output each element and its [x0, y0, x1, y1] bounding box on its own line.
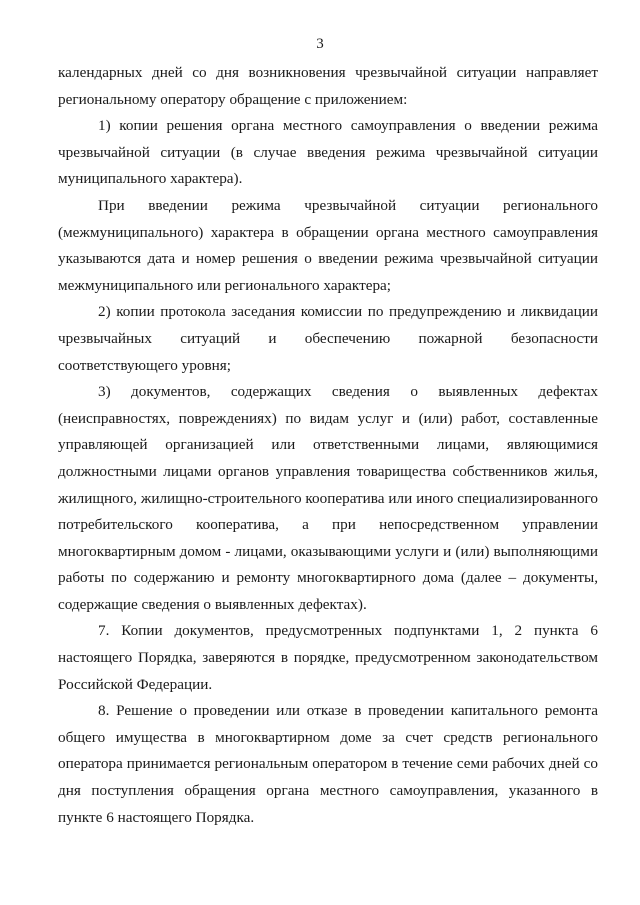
paragraph-item-2: 2) копии протокола заседания комиссии по предупреждению и ликвидации чрезвычайных ситуаций и обеспечению пожарной безопасности соответствующего уровня;: [58, 303, 598, 374]
paragraph-continuation: календарных дней со дня возникновения чрезвычайной ситуации направляет региональному оператору обращение с приложением:: [58, 64, 598, 108]
document-body: [58, 60, 598, 831]
paragraph-item-3: 3) документов, содержащих сведения о выявленных дефектах (неисправностях, повреждениях) по видам услуг и (или) работ, составленные управляющей организацией или ответственными лицами, являющимися должностными лицами органов управления товарищества собственников жилья, жилищного, жилищно-строительного кооператива или иного специализированного потребительского кооператива, а при непосредственном управлении многоквартирным домом - лицами, оказывающими услуги и (или) выполняющими работы по содержанию и ремонту многоквартирного дома (далее – документы, содержащие сведения о выявленных дефектах).: [58, 383, 598, 613]
paragraph-item-1: 1) копии решения органа местного самоуправления о введении режима чрезвычайной ситуации (в случае введения режима чрезвычайной ситуации муниципального характера).: [58, 117, 598, 188]
paragraph-regional-note: При введении режима чрезвычайной ситуации регионального (межмуниципального) характера в обращении органа местного самоуправления указываются дата и номер решения о введении режима чрезвычайной ситуации межмуниципального или регионального характера;: [58, 196, 598, 294]
paragraph-clause-8: 8. Решение о проведении или отказе в проведении капитального ремонта общего имущества в многоквартирном доме за счет средств регионального оператора принимается региональным оператором в течение семи рабочих дней со дня поступления обращения органа местного самоуправления, указанного в пункте 6 настоящего Порядка.: [58, 702, 598, 826]
paragraph-clause-7: 7. Копии документов, предусмотренных подпунктами 1, 2 пункта 6 настоящего Порядка, заверяются в порядке, предусмотренном законодательством Российской Федерации.: [58, 622, 598, 693]
page-number: 3: [316, 36, 324, 52]
